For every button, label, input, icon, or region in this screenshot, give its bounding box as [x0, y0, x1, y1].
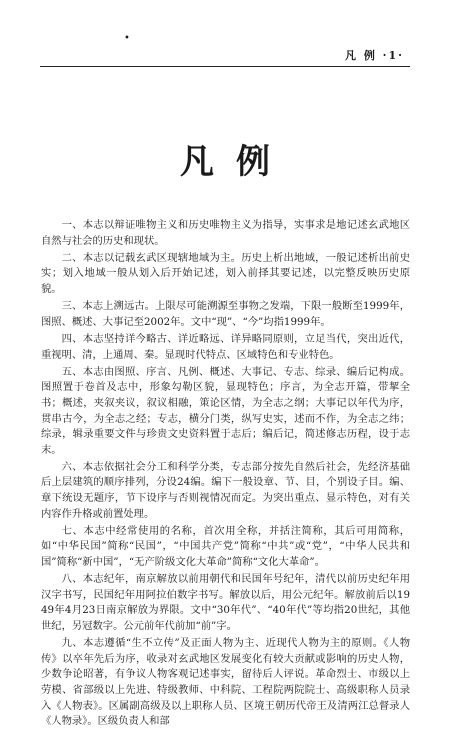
paragraph-7: 七、本志中经常使用的名称，首次用全称，并括注简称，其后可用简称，如“中华民国”简称“民国”，“中国共产党”简称“中共”或“党”，“中华人民共和国”简称“新中国”，“无产阶级文化大革命”简称“文化大革命”。	[41, 524, 410, 569]
paragraph-8: 八、本志纪年，南京解放以前用朝代和民国年号纪年，清代以前历史纪年用汉字书写，民国纪年用阿拉伯数字书写。解放以后，用公元纪年。解放前后以1949年4月23日南京解放为界限。文中“30年代”、“40年代”等均指20世纪，其他世纪，另冠数字。公元前年代前加“前”字。	[41, 573, 410, 632]
body-text	[41, 218, 410, 731]
paragraph-3: 三、本志上溯远古。上限尽可能溯源至事物之发端，下限一般断至1999年，图照、概述、大事记至2002年。文中“现”、“今”均指1999年。	[41, 300, 410, 328]
paragraph-6: 六、本志依据社会分工和科学分类，专志部分按先自然后社会，先经济基础后上层建筑的顺序排列，分设24编。编下一般设章、节、目，个别设子目。编、章下统设无题序，节下设序与否则视情况而定。为突出重点、显示特色，对有关内容作升格或前置处理。	[41, 460, 410, 520]
paragraph-4: 四、本志坚持详今略古、详近略远、详异略同原则，立足当代，突出近代，重视明、清，上通周、秦。显现时代特点、区域特色和专业特色。	[41, 332, 410, 361]
page-mark: •	[124, 33, 130, 44]
page-title: 凡例	[180, 142, 292, 182]
paragraph-1: 一、本志以辩证唯物主义和历史唯物主义为指导，实事求是地记述玄武地区自然与社会的历史和现状。	[41, 219, 410, 247]
header-rule	[40, 66, 410, 67]
paragraph-2: 二、本志以记载玄武区现辖地域为主。历史上析出地域，一般记述析出前史实；划入地域一般从划入后开始记述，划入前择其要记述，以完整反映历史原貌。	[41, 251, 410, 295]
paragraph-5: 五、本志由图照、序言、凡例、概述、大事记、专志、综录、编后记构成。图照置于卷首及志中，形象勾勒区貌，显现特色；序言，为全志开篇，带挈全书；概述，夹叙夹议，叙议相融，策论区情，为全志之纲；大事记以年代为序，贯串古今，为全志之经；专志，横分门类，纵写史实，述而不作，为全志之纬；综录，辑录重要文件与珍贵文史资料置于志后；编后记，简述修志历程，设于志末。	[41, 365, 410, 456]
running-head: 凡 例 ·1·	[345, 49, 404, 62]
paragraph-9: 九、本志遵循“生不立传”及正面人物为主、近现代人物为主的原则。《人物传》以卒年先后为序，收录对玄武地区发展变化有较大贡献或影响的历史人物，少数争论昭著，有争议人物客观记述事实，留待后人评说。革命烈士、市级以上劳模、省部级以上先进、特级教师、中科院、工程院两院院士、高级职称人员录入《人物表》。区属副高级及以上职称人员、区境王朝历代帝王及清两江总督录人《人物录》。区级负责人和部	[41, 637, 410, 728]
